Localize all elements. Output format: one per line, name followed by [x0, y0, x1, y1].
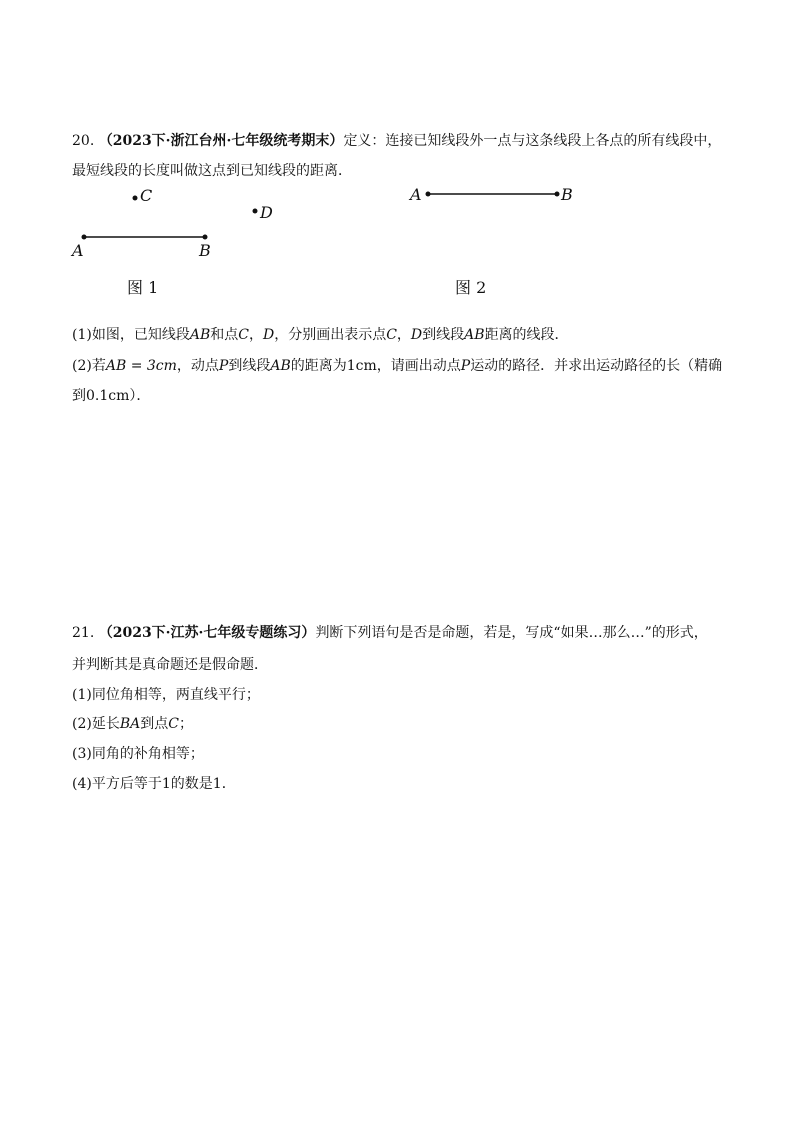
q21-line2: 并判断其是真命题还是假命题．	[72, 657, 268, 673]
q20-part1-prefix: (1)如图，已知线段	[72, 327, 190, 343]
q21-source: （2023下·江苏·七年级专题练习）	[98, 625, 316, 641]
fig2-point-a	[426, 192, 431, 197]
q21-item2-ray: BA	[119, 716, 141, 732]
q20-part2-point-p: P	[218, 358, 229, 374]
q20-part2-text: ，动点	[176, 358, 219, 374]
fig1-label-b: B	[199, 241, 211, 260]
q21-line1	[72, 622, 708, 642]
q21-item2	[72, 713, 193, 733]
q21-item4-number: 1	[161, 776, 171, 792]
fig2-label-a: A	[410, 185, 422, 204]
q20-part2-line1	[72, 355, 722, 375]
q21-item3: (3)同角的补角相等；	[72, 746, 204, 762]
q20-part2-precision: 0.1cm	[86, 388, 130, 404]
fig2-point-b	[555, 192, 560, 197]
q20-line2: 最短线段的长度叫做这点到已知线段的距离．	[72, 163, 352, 179]
fig1-point-d	[253, 209, 258, 214]
q21-item1: (1)同位角相等，两直线平行；	[72, 687, 260, 703]
q21-item2-text: 到点	[140, 716, 169, 732]
q20-part1-point-c2: C	[386, 327, 397, 343]
q20-part1-segment: AB	[189, 327, 211, 343]
q20-part1	[72, 324, 569, 344]
q20-definition-part1: 定义：连接已知线段外一点与这条线段上各点的所有线段中，	[343, 133, 722, 149]
q20-part2-equation: AB = 3cm	[105, 358, 177, 374]
q21-item4-number2: 1	[212, 776, 222, 792]
q21-text-part1: 判断下列语句是否是命题，若是，写成“如果…那么…”的形式，	[315, 625, 708, 641]
fig1-label-d: D	[260, 203, 273, 222]
fig2-caption: 图 2	[455, 278, 487, 297]
fig1-label-a: A	[72, 241, 84, 260]
q20-part2-line2-prefix: 到	[72, 388, 86, 404]
q20-part1-comma: ，	[248, 327, 263, 343]
q20-part1-text3: 到线段	[422, 327, 465, 343]
q20-part1-suffix: 距离的线段．	[484, 327, 569, 343]
fig1-point-c	[133, 196, 138, 201]
q21-item4	[72, 773, 236, 793]
q20-part1-point-d: D	[262, 327, 275, 343]
fig1-caption: 图 1	[127, 278, 159, 297]
q20-part2-distance: 1cm	[346, 358, 377, 374]
q20-part1-comma2: ，	[396, 327, 411, 343]
q20-number: 20.	[72, 133, 95, 149]
q20-source: （2023下·浙江台州·七年级统考期末）	[98, 133, 344, 149]
q20-part1-point-d2: D	[410, 327, 423, 343]
q21-item4-suffix: ．	[221, 776, 236, 792]
fig2-label-b: B	[561, 185, 573, 204]
q20-part2-text5: 运动的路径．并求出运动路径的长（精确	[470, 358, 723, 374]
q21-item2-point: C	[168, 716, 179, 732]
q20-part1-text2: ，分别画出表示点	[274, 327, 387, 343]
q20-part1-text: 和点	[210, 327, 239, 343]
q20-part2-point-p2: P	[460, 358, 471, 374]
q21-number: 21.	[72, 625, 95, 641]
q21-item4-text: 的数是	[170, 776, 213, 792]
fig1-point-b	[203, 235, 208, 240]
q21-item4-prefix: (4)平方后等于	[72, 776, 162, 792]
q20-part2-text2: 到线段	[228, 358, 271, 374]
q20-part2-segment: AB	[270, 358, 291, 374]
q20-part2-prefix: (2)若	[72, 358, 106, 374]
q20-part2-text3: 的距离为	[290, 358, 347, 374]
q20-part2-line2	[72, 385, 150, 405]
fig1-point-a	[82, 235, 87, 240]
q20-part1-point-c: C	[238, 327, 249, 343]
q20-part1-segment2: AB	[464, 327, 485, 343]
q21-item2-prefix: (2)延长	[72, 716, 120, 732]
q20-part2-text4: ，请画出动点	[376, 358, 461, 374]
fig1-label-c: C	[140, 186, 153, 205]
q20-part2-line2-suffix: ）．	[129, 388, 151, 404]
q21-item2-suffix: ；	[178, 716, 193, 732]
